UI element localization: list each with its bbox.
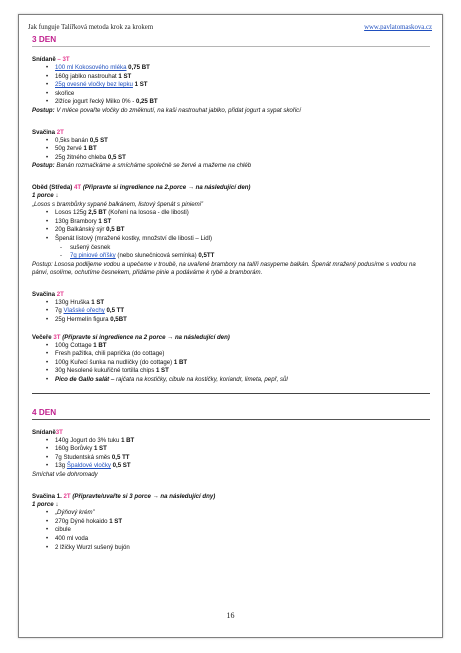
list-subitem: - 7g piniové oříšky (nebo slunečnicová semínka) 0,5TT bbox=[46, 252, 430, 261]
ingredient-link[interactable]: 100 ml Kokosového mléka bbox=[55, 64, 127, 71]
portion-label: 1 porce ↓ bbox=[32, 191, 59, 199]
list-item: • skořice bbox=[46, 90, 430, 99]
points-badge: 4T bbox=[74, 183, 82, 191]
recipe-note: Smíchat vše dohromady bbox=[32, 471, 98, 478]
header-website-link[interactable]: www.pavlatomaskova.cz bbox=[364, 24, 432, 31]
list-item: • 160g jablko nastrouhat 1 ST bbox=[46, 73, 430, 82]
list-item: • 25g ovesné vločky bez lepku 1 ST bbox=[46, 81, 430, 90]
list-subitem: - sušený česnek bbox=[46, 244, 430, 253]
meal-title: Snídaně3T bbox=[32, 428, 63, 436]
recipe-note: Postup: Lososa podlijeme vodou a upečeme v troubě, na uvařené brambory na talíři nasypeme balkán. Špenát mražený podusíme s vodou na pánvi, osolíme, ochutíme česnekem, přidáme pinie a podáváme k rybě a bramborám. bbox=[32, 260, 416, 277]
ingredient-link[interactable]: Vlašské ořechy bbox=[63, 307, 105, 315]
header-title: Jak funguje Talířková metoda krok za krokem bbox=[28, 24, 154, 31]
list-item: • 100 ml Kokosového mléka 0,75 BT bbox=[46, 64, 430, 73]
recipe-note: Postup: V mléce povařte vločky do změknutí, na kaši nastrouhat jablko, přidat jogurt a sypat skořicí bbox=[32, 106, 301, 114]
meal-title: Oběd (Středa) 4T (Připravte si ingredience na 2.porce → na následující den) bbox=[32, 183, 251, 191]
day4-title: 4 DEN bbox=[32, 407, 57, 417]
meal-title: Svačina 2T bbox=[32, 128, 64, 136]
list-item: • 130g Hruška 1 ST bbox=[46, 299, 430, 308]
list-item: • 2 lžičky Wurzl sušený bujón bbox=[46, 544, 430, 553]
list-item: • 7g Vlašské ořechy 0,5 TT bbox=[46, 307, 430, 316]
dish-name: „Losos s brambůrky sypané balkánem, listový špenát s piniemi” bbox=[32, 200, 204, 208]
points-badge: 2T bbox=[56, 290, 64, 298]
points-badge: 2T bbox=[63, 492, 71, 500]
points-badge: 2T bbox=[56, 128, 64, 136]
list-item: • cibule bbox=[46, 526, 430, 535]
list-item: • 140g Jogurt do 3% tuku 1 BT bbox=[46, 437, 430, 446]
list-item: • 100g Cottage 1 BT bbox=[46, 342, 430, 351]
day3-dinner bbox=[32, 333, 430, 385]
list-item: • 30g Nesolené kukuřičné tortilla chips 1 ST bbox=[46, 367, 430, 376]
list-item: • 25g Hermelín figura 0,5BT bbox=[46, 316, 430, 325]
list-item: • Losos 125g 2,5 BT (Koření na lososa - dle libosti) bbox=[46, 209, 430, 218]
list-item: • 100g Kuřecí šunka na nudličky (do cottage) 1 BT bbox=[46, 359, 430, 368]
day4-rule bbox=[32, 419, 430, 420]
day3-lunch bbox=[32, 183, 430, 278]
ingredient-link[interactable]: Špaldové vločky bbox=[66, 462, 111, 470]
ingredient-link[interactable]: 7g piniové oříšky bbox=[70, 252, 116, 260]
list-item: • 0,5ks banán 0,5 ST bbox=[46, 137, 430, 146]
ingredient-link[interactable]: 25g ovesné vločky bez lepku bbox=[55, 81, 133, 89]
list-item: • 13g Špaldové vločky 0,5 ST bbox=[46, 462, 430, 471]
list-item: • 20g Balkánský sýr 0,5 BT bbox=[46, 226, 430, 235]
meal-title: Svačina 2T bbox=[32, 290, 64, 298]
day3-rule bbox=[32, 46, 430, 47]
list-item: • 400 ml voda bbox=[46, 535, 430, 544]
meal-title: Snídaně – 3T bbox=[32, 56, 70, 63]
list-item: • 130g Brambory 1 ST bbox=[46, 218, 430, 227]
day4-snack-1 bbox=[32, 492, 430, 553]
list-item: • Pico de Gallo salát – rajčata na kostičky, cibule na kostičky, koriandr, limeta, pepř, sůl bbox=[46, 376, 430, 385]
list-item: • 25g žitného chleba 0,5 ST bbox=[46, 154, 430, 163]
meal-title: Svačina 1. 2T (Připravte/uvařte si 3 porce → na následující dny) bbox=[32, 492, 216, 500]
points-badge: 3T bbox=[55, 428, 63, 436]
portion-label: 1 porce ↓ bbox=[32, 500, 59, 508]
day4-breakfast bbox=[32, 428, 430, 480]
list-item: • 7g Studentská směs 0,5 TT bbox=[46, 454, 430, 463]
section-divider bbox=[32, 393, 430, 394]
points-badge: 3T bbox=[62, 56, 70, 63]
page-number: 16 bbox=[226, 611, 235, 620]
day3-title: 3 DEN bbox=[32, 35, 57, 44]
list-item: • 2lžíce jogurt řecký Milko 0% - 0,25 BT bbox=[46, 98, 430, 107]
day3-snack-2 bbox=[32, 290, 430, 325]
day3-snack-1 bbox=[32, 128, 430, 171]
day3-breakfast bbox=[32, 55, 430, 116]
list-item: • 50g žervé 1 BT bbox=[46, 145, 430, 154]
list-item: • Fresh pažitka, chili paprička (do cottage) bbox=[46, 350, 430, 359]
list-item: • 160g Borůvky 1 ST bbox=[46, 445, 430, 454]
meal-title: Večeře 3T (Připravte si ingredience na 2 porce → na následující den) bbox=[32, 333, 230, 341]
recipe-note: Postup: Banán rozmačkáme a smícháme společně se žervé a mažeme na chléb bbox=[32, 162, 252, 170]
points-badge: 3T bbox=[53, 333, 61, 341]
list-item: • „Dýňový krém” bbox=[46, 509, 430, 518]
page-content bbox=[32, 35, 430, 552]
list-item: • Špenát listový (mražené kostky, množství dle libosti – Lidl) bbox=[46, 235, 430, 244]
list-item: • 270g Dýně hokaido 1 ST bbox=[46, 518, 430, 527]
